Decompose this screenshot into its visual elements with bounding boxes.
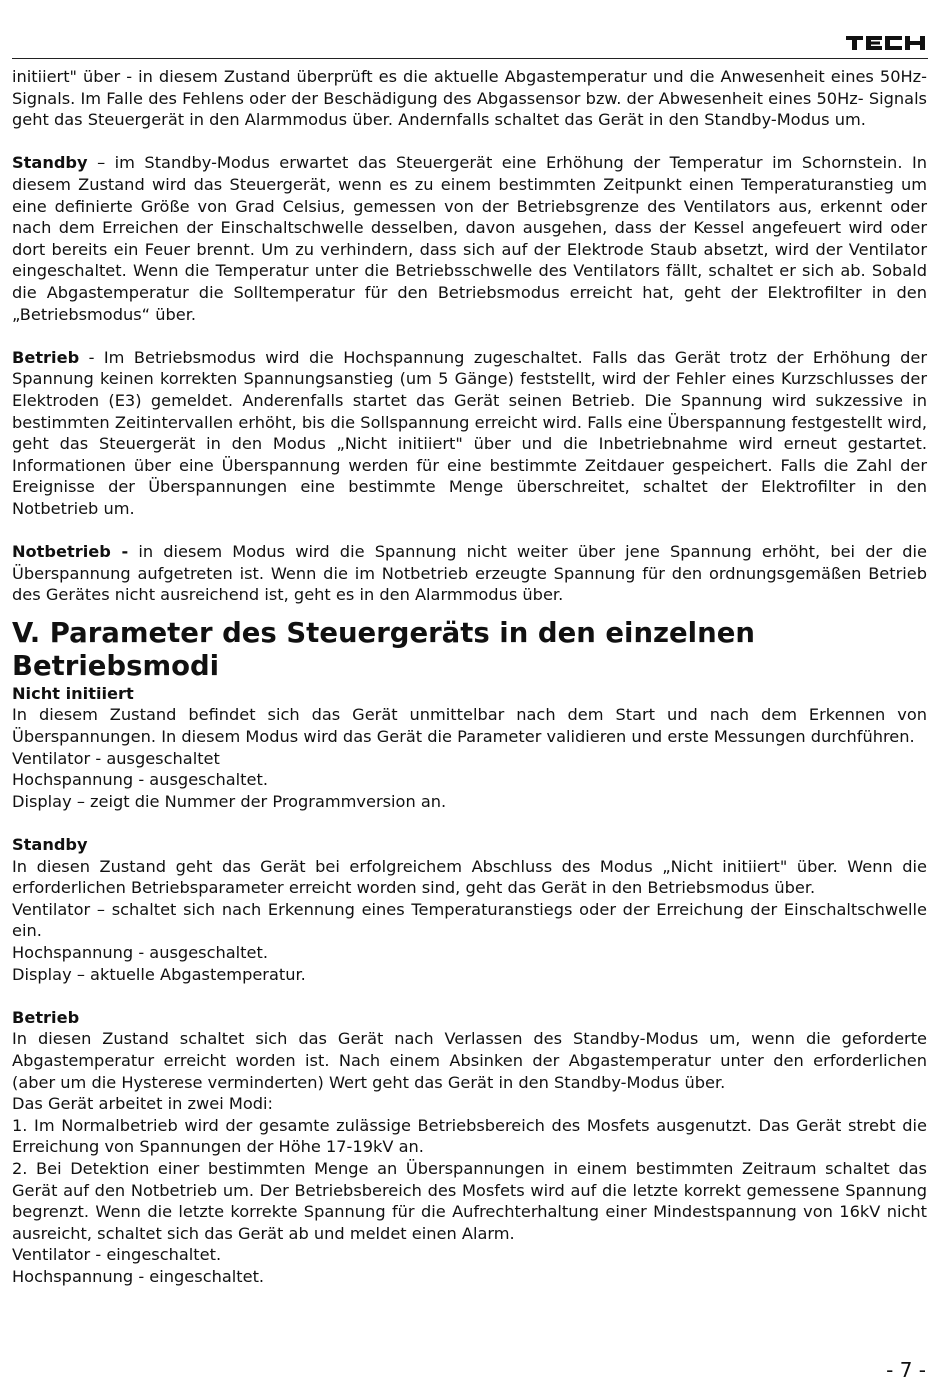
standby-display: Display – aktuelle Abgastemperatur. — [12, 964, 306, 984]
standby-hochspannung: Hochspannung - ausgeschaltet. — [12, 942, 268, 962]
standby-term: Standby — [12, 153, 88, 173]
standby-paragraph — [12, 152, 927, 325]
section-title: V. Parameter des Steuergeräts in den einzelnen Betriebsmodi — [12, 616, 755, 682]
betrieb-text: In diesen Zustand schaltet sich das Gerät nach Verlassen des Standby-Modus um, wenn die geforderte Abgastemperatur erreicht worden ist. Nach einem Absinken der Abgastemperatur unter den erforderlichen (aber um die Hysterese verminderten) Wert geht das Gerät in den Standby-Modus über. — [12, 1029, 927, 1092]
nicht-initiiert-ventilator: Ventilator - ausgeschaltet — [12, 748, 220, 768]
nicht-initiiert-display: Display – zeigt die Nummer der Programmversion an. — [12, 791, 447, 811]
nicht-initiiert-heading: Nicht initiiert — [12, 683, 134, 703]
standby-description: – im Standby-Modus erwartet das Steuergerät eine Erhöhung der Temperatur im Schornstein. In diesem Zustand wird das Steuergerät, wenn es zu einem bestimmten Zeitpunkt einen Temperaturanstieg um eine definierte Größe von Grad Celsius, gemessen von der Betriebsgrenze des Ventilators aus, erkennt oder nach dem Erreichen der Einschaltschwelle desselben, davon ausgehen, dass der Kessel angefeuert wird oder dort bereits ein Feuer brennt. Um zu verhindern, dass sich auf der Elektrode Staub absetzt, wird der Ventilator eingeschaltet. Wenn die Temperatur unter die Betriebsschwelle des Ventilators fällt, schaltet er sich ab. Sobald die Abgastemperatur die Solltemperatur für den Betriebsmodus erreicht hat, geht der Elektrofilter in den „Betriebsmodus“ über. — [12, 153, 927, 324]
notbetrieb-paragraph — [12, 541, 927, 606]
standby-heading: Standby — [12, 835, 88, 854]
intro-paragraph: initiiert" über - in diesem Zustand überprüft es die aktuelle Abgastemperatur und die Anwesenheit eines 50Hz-Signals. Im Falle des Fehlens oder der Beschädigung des Abgassensor bzw. der Abwesenheit eines 50Hz- Signals geht das Steuergerät in den Alarmmodus über. Andernfalls schaltet das Gerät in den Standby-Modus um. — [12, 67, 927, 130]
betrieb-hochspannung: Hochspannung - eingeschaltet. — [12, 1266, 265, 1286]
betrieb-modes-intro: Das Gerät arbeitet in zwei Modi: — [12, 1094, 273, 1114]
betrieb-paragraph — [12, 347, 927, 520]
nicht-initiiert-hochspannung: Hochspannung - ausgeschaltet. — [12, 770, 268, 790]
betrieb-heading: Betrieb — [12, 1007, 80, 1027]
betrieb-term: Betrieb — [12, 347, 80, 367]
page-header — [12, 30, 928, 59]
nicht-initiiert-text: In diesem Zustand befindet sich das Gerät unmittelbar nach dem Start und nach dem Erkennen von Überspannungen. In diesem Modus wird das Gerät die Parameter validieren und erste Messungen durchführen. — [12, 705, 927, 747]
betrieb-mode-1: 1. Im Normalbetrieb wird der gesamte zulässige Betriebsbereich des Mosfets ausgenutzt. Das Gerät strebt die Erreichung von Spannungen der Höhe 17-19kV an. — [12, 1115, 927, 1157]
standby-text: In diesen Zustand geht das Gerät bei erfolgreichem Abschluss des Modus „Nicht initiiert" über. Wenn die erforderlichen Betriebsparameter erreicht worden sind, geht das Gerät in den Betriebsmodus über. — [12, 856, 927, 898]
page-number: - 7 - — [886, 1358, 926, 1382]
betrieb-description: - Im Betriebsmodus wird die Hochspannung zugeschaltet. Falls das Gerät trotz der Erhöhung der Spannung keinen korrekten Spannungsanstieg (um 5 Gänge) feststellt, wird der Fehler eines Kurzschlusses der Elektroden (E3) gemeldet. Anderenfalls startet das Gerät seinen Betrieb. Die Spannung wird sukzessive in bestimmten Zeitintervallen erhöht, bis die Sollspannung erreicht wird. Falls eine Überspannung festgestellt wird, geht das Steuergerät in den Modus „Nicht initiiert" über und die Inbetriebnahme wird erneut gestartet. Informationen über eine Überspannung werden für eine bestimmte Zeitdauer gespeichert. Falls die Zahl der Ereignisse der Überspannungen eine bestimmte Menge überschreitet, schaltet der Elektrofilter in den Notbetrieb um. — [12, 347, 927, 518]
notbetrieb-description: in diesem Modus wird die Spannung nicht weiter über jene Spannung erhöht, bei der die Überspannung aufgetreten ist. Wenn die im Notbetrieb erzeugte Spannung für den ordnungsgemäßen Betrieb des Gerätes nicht ausreichend ist, geht es in den Alarmmodus über. — [12, 542, 927, 605]
standby-ventilator: Ventilator – schaltet sich nach Erkennung eines Temperaturanstiegs oder der Erreichung der Einschaltschwelle ein. — [12, 899, 927, 941]
tech-logo — [846, 34, 926, 52]
betrieb-ventilator: Ventilator - eingeschaltet. — [12, 1245, 222, 1265]
betrieb-mode-2: 2. Bei Detektion einer bestimmten Menge an Überspannungen in einem bestimmten Zeitraum schaltet das Gerät auf den Notbetrieb um. Der Betriebsbereich des Mosfets wird auf die letzte korrekt gemessene Spannung begrenzt. Wenn die letzte korrekte Spannung für die Aufrechterhaltung einer Mindestspannung von 16kV nicht ausreicht, schaltet sich das Gerät ab und meldet einen Alarm. — [12, 1158, 927, 1243]
notbetrieb-term: Notbetrieb - — [12, 542, 129, 562]
page-content — [12, 66, 927, 1287]
